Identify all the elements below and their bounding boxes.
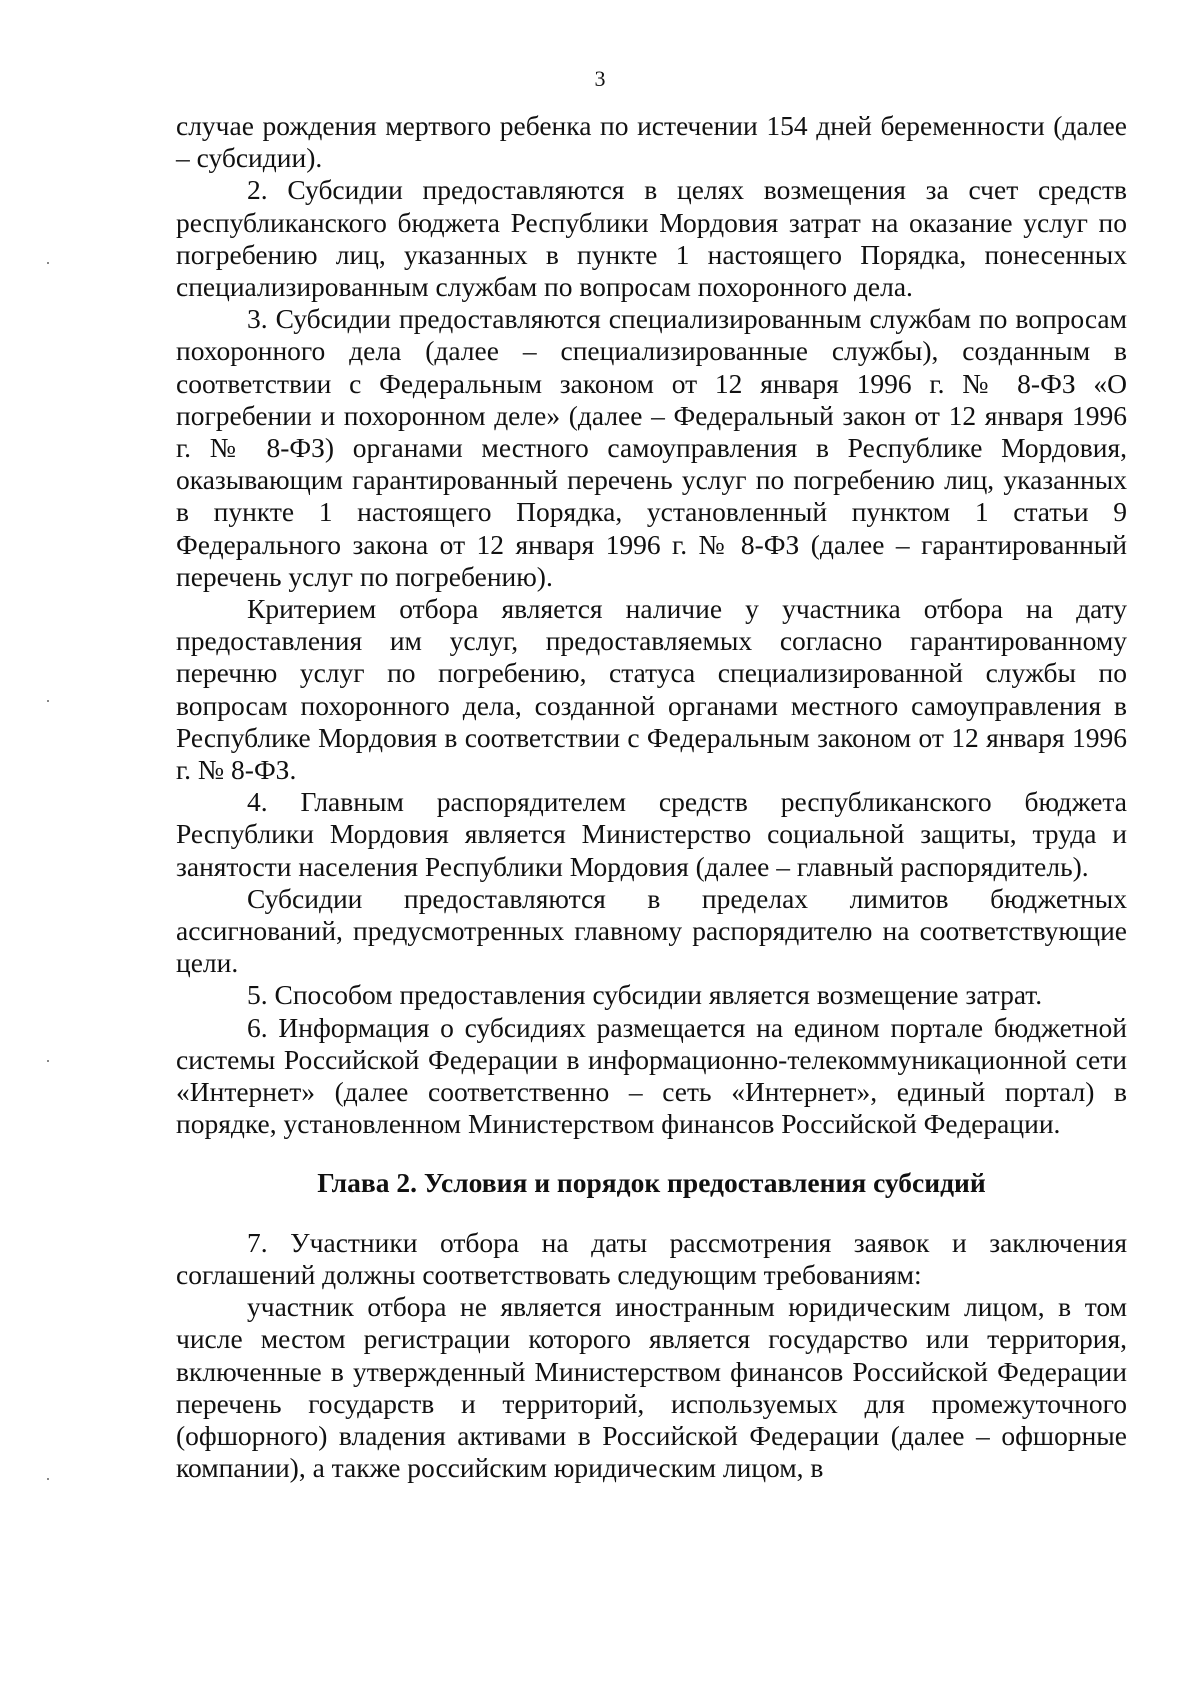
scan-margin-mark	[47, 262, 49, 264]
paragraph: 6. Информация о субсидиях размещается на едином портале бюджетной системы Российской Федерации в информационно-телекоммуникационной сети «Интернет» (далее соответственно – сеть «Интернет», единый портал) в порядке, установленном Министерством финансов Российской Федерации.	[176, 1011, 1127, 1140]
paragraph: 3. Субсидии предоставляются специализированным службам по вопросам похоронного дела (далее – специализированные службы), созданным в соответствии с Федеральным законом от 12 января 1996 г. № 8-ФЗ «О погребении и похоронном деле» (далее – Федеральный закон от 12 января 1996 г. № 8-ФЗ) органами местного самоуправления в Республике Мордовия, оказывающим гарантированный перечень услуг по погребению лиц, указанных в пункте 1 настоящего Порядка, установленный пунктом 1 статьи 9 Федерального закона от 12 января 1996 г. № 8-ФЗ (далее – гарантированный перечень услуг по погребению).	[176, 303, 1127, 592]
scan-margin-mark	[47, 1060, 49, 1062]
paragraph: Критерием отбора является наличие у участника отбора на дату предоставления им услуг, предоставляемых согласно гарантированному перечню услуг по погребению, статуса специализированной службы по вопросам похоронного дела, созданной органами местного самоуправления в Республике Мордовия в соответствии с Федеральным законом от 12 января 1996 г. № 8-ФЗ.	[176, 593, 1127, 786]
paragraph: случае рождения мертвого ребенка по истечении 154 дней беременности (далее – субсидии).	[176, 110, 1127, 174]
paragraph: Субсидии предоставляются в пределах лимитов бюджетных ассигнований, предусмотренных главному распорядителю на соответствующие цели.	[176, 882, 1127, 979]
paragraph: участник отбора не является иностранным юридическим лицом, в том числе местом регистрации которого является государство или территория, включенные в утвержденный Министерством финансов Российской Федерации перечень государств и территорий, используемых для промежуточного (офшорного) владения активами в Российской Федерации (далее – офшорные компании), а также российским юридическим лицом, в	[176, 1291, 1127, 1484]
scan-margin-mark	[47, 1478, 49, 1480]
paragraph: 7. Участники отбора на даты рассмотрения заявок и заключения соглашений должны соответствовать следующим требованиям:	[176, 1226, 1127, 1290]
paragraph: 4. Главным распорядителем средств республиканского бюджета Республики Мордовия является Министерство социальной защиты, труда и занятости населения Республики Мордовия (далее – главный распорядитель).	[176, 786, 1127, 882]
chapter-heading: Глава 2. Условия и порядок предоставления субсидий	[317, 1166, 986, 1198]
scan-margin-mark	[47, 700, 49, 702]
page-number: 3	[594, 66, 606, 91]
paragraph: 2. Субсидии предоставляются в целях возмещения за счет средств республиканского бюджета Республики Мордовия затрат на оказание услуг по погребению лиц, указанных в пункте 1 настоящего Порядка, понесенных специализированным службам по вопросам похоронного дела.	[176, 174, 1127, 303]
paragraph: 5. Способом предоставления субсидии является возмещение затрат.	[247, 979, 1043, 1011]
document-body	[176, 110, 1127, 1484]
